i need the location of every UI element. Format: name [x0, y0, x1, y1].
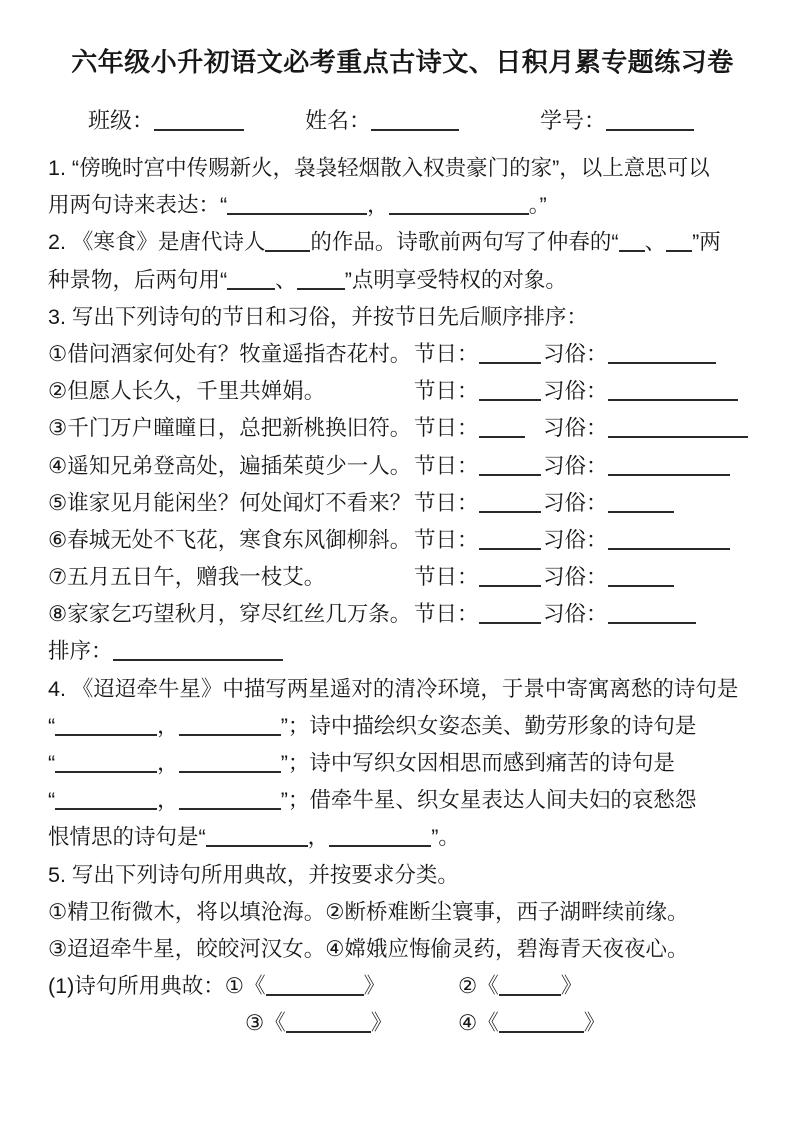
q3-item-row-5	[48, 485, 757, 522]
q4-line1: 4. 《迢迢牵牛星》中描写两星遥对的清冷环境，于景中寄寓离愁的诗句是	[48, 676, 739, 701]
student-no-label: 学号：	[540, 108, 607, 133]
q3-custom-field-8	[543, 596, 696, 633]
name-field	[305, 106, 459, 136]
q4-answer-blank-6	[179, 794, 281, 810]
festival-blank-1	[479, 348, 541, 364]
q3-item-row-3	[48, 410, 757, 447]
q2-l1-a: 2. 《寒食》是唐代诗人	[48, 230, 266, 255]
q2-scenery-blank-2	[666, 236, 692, 252]
q5-poems-line-2: ③迢迢牵牛星，皎皎河汉女。④嫦娥应悔偷灵药，碧海青天夜夜心。	[48, 936, 689, 961]
order-blank	[113, 645, 283, 661]
q5-allusion-field-2	[458, 968, 582, 1005]
q2-line2	[48, 262, 757, 299]
q3-item-row-8	[48, 596, 757, 633]
custom-label: 习俗：	[543, 416, 608, 441]
festival-label: 节日：	[414, 453, 479, 478]
book-close: 》	[363, 974, 386, 999]
q2-l1-c: ”两	[692, 230, 721, 255]
custom-label: 习俗：	[543, 602, 608, 627]
custom-blank-1	[608, 348, 716, 364]
custom-label: 习俗：	[543, 341, 608, 366]
q2-scenery-blank-1	[619, 236, 645, 252]
q4-quote-open: “	[48, 751, 56, 775]
q3-festival-field-8	[414, 596, 541, 633]
class-blank-line	[154, 115, 244, 131]
q3-item-row-4	[48, 448, 757, 485]
custom-label: 习俗：	[543, 453, 608, 478]
festival-blank-5	[479, 497, 541, 513]
q1-answer-blank-1	[227, 199, 367, 215]
festival-label: 节日：	[414, 602, 479, 627]
q3-custom-field-1	[543, 336, 716, 373]
q5-classify-row-2	[48, 1005, 757, 1042]
book-close: 》	[370, 1011, 393, 1036]
q3-festival-field-5	[414, 485, 541, 522]
class-field	[88, 106, 244, 136]
festival-blank-2	[479, 385, 541, 401]
q3-poem-1: ①借问酒家何处有？牧童遥指杏花村。	[48, 341, 412, 366]
q3-custom-field-5	[543, 485, 674, 522]
q5-allusion-blank-2	[499, 980, 561, 996]
q3-festival-field-6	[414, 522, 541, 559]
custom-blank-2	[608, 385, 738, 401]
custom-label: 习俗：	[543, 490, 608, 515]
q2-object-blank-1	[227, 274, 275, 290]
custom-blank-8	[608, 608, 696, 624]
q2-poet-blank	[265, 236, 310, 252]
q4-comma: ，	[157, 788, 179, 813]
festival-label: 节日：	[414, 341, 479, 366]
q4-quote-close: ”	[280, 751, 288, 775]
festival-label: 节日：	[414, 527, 479, 552]
q4-l5-end: ”。	[431, 825, 460, 850]
q5-marker-1: ①	[224, 974, 245, 999]
q4-line2	[48, 708, 757, 745]
q3-item-row-6	[48, 522, 757, 559]
q1-comma: ，	[367, 193, 389, 218]
q3-intro: 3. 写出下列诗句的节日和习俗，并按节日先后顺序排序：	[48, 304, 588, 329]
order-label: 排序：	[48, 639, 113, 664]
student-info-row	[48, 106, 757, 136]
q4-answer-blank-5	[55, 794, 157, 810]
q4-comma: ，	[307, 825, 330, 850]
q3-festival-field-2	[414, 373, 541, 410]
q4-line5	[48, 819, 757, 856]
q3-custom-field-4	[543, 448, 730, 485]
festival-label: 节日：	[414, 565, 479, 590]
custom-blank-6	[608, 534, 730, 550]
book-close: 》	[560, 974, 583, 999]
custom-label: 习俗：	[543, 565, 608, 590]
festival-blank-6	[479, 534, 541, 550]
q1-line1: 1. “傍晚时宫中传赐新火，袅袅轻烟散入权贵豪门的家”，以上意思可以	[48, 156, 710, 180]
q4-answer-blank-2	[179, 720, 281, 736]
q2-dunhao-1: 、	[644, 230, 667, 255]
q5-marker-3: ③	[245, 1011, 265, 1036]
questions-body	[48, 150, 757, 1043]
q5-allusion-field-4	[458, 1005, 605, 1042]
q3-poem-6: ⑥春城无处不飞花，寒食东风御柳斜。	[48, 527, 412, 552]
q3-poem-5: ⑤谁家见月能闲坐？何处闻灯不看来？	[48, 490, 412, 515]
custom-label: 习俗：	[543, 527, 608, 552]
q3-poem-7: ⑦五月五日午，赠我一枝艾。	[48, 565, 326, 590]
q4-answer-blank-4	[179, 757, 281, 773]
q4-quote-open: “	[48, 788, 56, 813]
q2-dunhao-2: 、	[275, 267, 297, 292]
q4-l5-pre: 恨情思的诗句是“	[48, 825, 206, 850]
q3-order-row	[48, 633, 757, 670]
book-open: 《	[477, 1011, 499, 1036]
q3-item-row-7	[48, 559, 757, 596]
book-close: 》	[583, 1011, 606, 1036]
q3-festival-field-7	[414, 559, 541, 596]
q3-poem-3: ③千门万户曈曈日，总把新桃换旧符。	[48, 416, 412, 441]
q5-poems-line-1: ①精卫衔微木，将以填沧海。②断桥难断尘寰事，西子湖畔续前缘。	[48, 899, 689, 924]
classify-label: (1)诗句所用典故：	[48, 974, 225, 999]
q5-allusion-blank-4	[499, 1017, 584, 1033]
custom-blank-7	[608, 571, 674, 587]
book-open: 《	[477, 974, 499, 999]
name-blank-line	[371, 115, 459, 131]
exam-title: 六年级小升初语文必考重点古诗文、日积月累专题练习卷	[71, 47, 734, 77]
q1-answer-blank-2	[389, 199, 529, 215]
q5-marker-4: ④	[458, 1011, 478, 1036]
q3-festival-field-3	[414, 410, 525, 447]
q3-custom-field-2	[543, 373, 738, 410]
festival-blank-8	[479, 608, 541, 624]
q3-festival-field-1	[414, 336, 541, 373]
student-no-blank-line	[606, 115, 694, 131]
student-no-field	[540, 106, 694, 136]
q5-allusion-blank-1	[266, 980, 364, 996]
q4-comma: ，	[157, 751, 179, 775]
q3-custom-field-6	[543, 522, 730, 559]
q4-answer-blank-8	[329, 831, 431, 847]
q5-intro: 5. 写出下列诗句所用典故，并按要求分类。	[48, 862, 459, 887]
q4-answer-blank-3	[55, 757, 157, 773]
q3-festival-field-4	[414, 448, 541, 485]
custom-blank-4	[608, 460, 730, 476]
q4-line3	[48, 745, 757, 782]
q2-l1-b: 的作品。诗歌前两句写了仲春的“	[310, 230, 619, 255]
festival-label: 节日：	[414, 379, 479, 404]
festival-label: 节日：	[414, 490, 479, 515]
q5-classify-row-1	[48, 968, 757, 1005]
q1-line2-end: 。”	[528, 193, 547, 218]
q4-answer-blank-1	[55, 720, 157, 736]
custom-label: 习俗：	[543, 379, 608, 404]
q5-allusion-blank-3	[286, 1017, 371, 1033]
book-open: 《	[264, 1011, 286, 1036]
festival-label: 节日：	[414, 416, 479, 441]
q4-answer-blank-7	[206, 831, 308, 847]
q4-seg4: ；借牵牛星、织女星表达人间夫妇的哀愁怨	[287, 788, 697, 813]
q3-custom-field-3	[543, 410, 748, 447]
q5-marker-2: ②	[458, 974, 478, 999]
book-open: 《	[244, 974, 266, 999]
q3-poem-8: ⑧家家乞巧望秋月，穿尽红丝几万条。	[48, 602, 412, 627]
q1-line2	[48, 187, 757, 224]
custom-blank-3	[608, 422, 748, 438]
q2-l2-b: ”点明享受特权的对象。	[344, 267, 567, 292]
festival-blank-4	[479, 460, 541, 476]
q4-seg2: ；诗中描绘织女姿态美、勤劳形象的诗句是	[287, 713, 697, 738]
q4-quote-close: ”	[280, 788, 288, 813]
class-label: 班级：	[88, 108, 155, 133]
festival-blank-3	[479, 422, 525, 438]
q4-line4	[48, 782, 757, 819]
q4-comma: ，	[157, 713, 179, 738]
custom-blank-5	[608, 497, 674, 513]
q4-quote-close: ”	[280, 713, 288, 738]
q3-item-row-1	[48, 336, 757, 373]
q4-quote-open: “	[48, 713, 56, 738]
q1-line2-pre: 用两句诗来表达：“	[48, 193, 228, 218]
festival-blank-7	[479, 571, 541, 587]
q3-poem-4: ④遥知兄弟登高处，遍插茱萸少一人。	[48, 453, 412, 478]
q3-poem-2: ②但愿人长久，千里共婵娟。	[48, 379, 326, 404]
q4-seg3: ；诗中写织女因相思而感到痛苦的诗句是	[287, 751, 675, 775]
q2-line1	[48, 224, 757, 261]
q2-object-blank-2	[297, 274, 345, 290]
page-content	[48, 44, 757, 1043]
name-label: 姓名：	[305, 108, 372, 133]
q2-l2-a: 种景物，后两句用“	[48, 267, 228, 292]
q3-custom-field-7	[543, 559, 674, 596]
q3-item-row-2	[48, 373, 757, 410]
